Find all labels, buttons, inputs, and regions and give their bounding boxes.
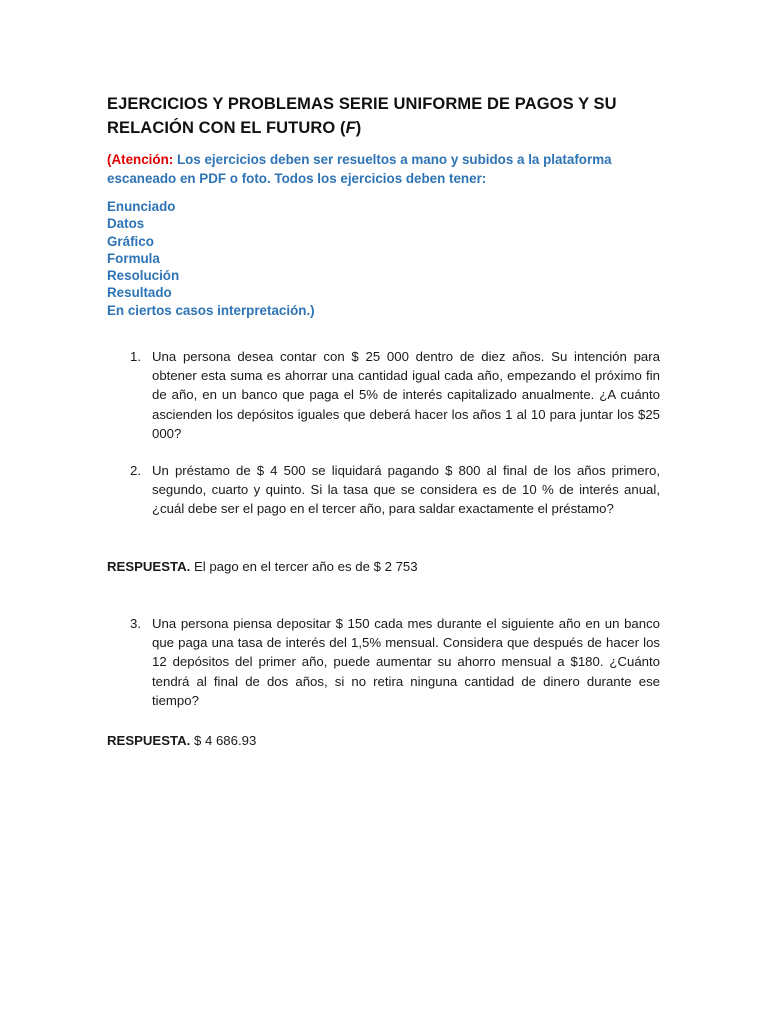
- title-close: ): [355, 119, 362, 137]
- title-variable: F: [345, 119, 356, 137]
- requirement-item: Gráfico: [107, 233, 154, 249]
- problem-text: Una persona desea contar con $ 25 000 dentro de diez años. Su intención para obtener esta suma es ahorrar una cantidad igual cada año, empezando el próximo fin de año, en un banco que paga el 5% de interés capitalizado anualmente. ¿A cuánto ascienden los depósitos iguales que deberá hacer los años 1 al 10 para juntar los $25 000?: [152, 349, 660, 441]
- problem-number: 1.: [130, 349, 141, 364]
- problem-text: Una persona piensa depositar $ 150 cada mes durante el siguiente año en un banco que paga una tasa de interés del 1,5% mensual. Considera que después de hacer los 12 depósitos del primer año, puede aumentar su ahorro mensual a $180. ¿Cuánto tendrá al final de dos años, si no retira ninguna cantidad de dinero durante ese tiempo?: [152, 616, 660, 708]
- requirement-item: En ciertos casos interpretación.): [107, 302, 315, 318]
- notice-open-paren: (: [107, 152, 112, 167]
- answer-text: El pago en el tercer año es de $ 2 753: [190, 559, 418, 574]
- problem-2: [130, 461, 660, 519]
- document-title: [107, 92, 667, 140]
- requirement-item: Enunciado: [107, 199, 176, 214]
- problem-3: [130, 614, 660, 710]
- problem-number: 2.: [130, 463, 141, 478]
- problem-number: 3.: [130, 616, 141, 631]
- answer-label: RESPUESTA.: [107, 559, 191, 574]
- attention-notice: [107, 150, 667, 188]
- title-main: EJERCICIOS Y PROBLEMAS SERIE UNIFORME DE PAGOS Y SU RELACIÓN CON EL FUTURO (: [107, 95, 617, 137]
- attention-label: Atención:: [111, 152, 174, 167]
- requirement-item: Resultado: [107, 285, 172, 301]
- answer-text: $ 4 686.93: [190, 733, 257, 748]
- answer-3: [107, 731, 256, 750]
- requirement-item: Datos: [107, 216, 145, 232]
- notice-text: Los ejercicios deben ser resueltos a mano y subidos a la plataforma escaneado en PDF o foto. Todos los ejercicios deben tener:: [107, 152, 612, 186]
- requirement-item: Formula: [107, 250, 160, 266]
- answer-2: [107, 557, 418, 576]
- requirement-item: Resolución: [107, 268, 180, 284]
- problem-text: Un préstamo de $ 4 500 se liquidará pagando $ 800 al final de los años primero, segundo, cuarto y quinto. Si la tasa que se considera es de 10 % de interés anual, ¿cuál debe ser el pago en el tercer año, para saldar exactamente el préstamo?: [152, 463, 660, 517]
- answer-label: RESPUESTA.: [107, 733, 191, 748]
- problem-1: [130, 347, 660, 443]
- requirements-list: [107, 198, 315, 319]
